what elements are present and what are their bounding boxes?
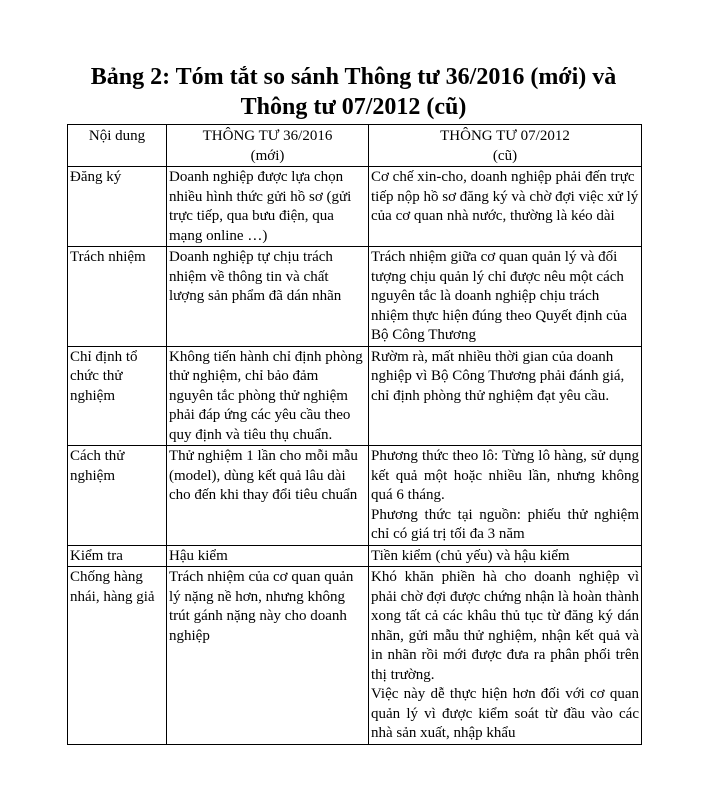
row-old-circular-cell	[369, 446, 642, 546]
table-row	[68, 167, 642, 247]
header-old-circular-name: THÔNG TƯ 07/2012	[440, 128, 570, 144]
header-old-circular-tag: (cũ)	[492, 147, 518, 164]
row-new-circular-cell: Thử nghiệm 1 lần cho mỗi mẫu (model), dùng kết quả lâu dài cho đến khi thay đổi tiêu chuẩn	[167, 446, 369, 546]
header-new-circular-name: THÔNG TƯ 36/2016	[202, 128, 333, 144]
table-row	[68, 346, 642, 446]
row-old-circular-cell	[369, 247, 642, 347]
row-new-circular-cell: Doanh nghiệp tự chịu trách nhiệm về thông tin và chất lượng sản phẩm đã dán nhãn	[167, 247, 369, 347]
row-old-circular-cell	[369, 346, 642, 446]
old-circular-paragraph: Khó khăn phiền hà cho doanh nghiệp vì phải chờ đợi được chứng nhận là hoàn thành xong tất cả các khâu thủ tục từ đăng ký dán nhãn, gửi mẫu thử nghiệm, nhận kết quả và in nhãn rồi mới được đưa ra phân phối trên thị trường.	[371, 569, 639, 683]
row-topic-cell: Chống hàng nhái, hàng giả	[68, 567, 167, 745]
table-row	[68, 567, 642, 745]
old-circular-paragraph: Phương thức theo lô: Từng lô hàng, sử dụng kết quả một hoặc nhiều lần, nhưng không quá 6 tháng.	[371, 448, 639, 503]
header-old-circular	[369, 125, 642, 167]
row-old-circular-cell	[369, 545, 642, 567]
table-body	[68, 167, 642, 745]
row-topic-cell: Kiểm tra	[68, 545, 167, 567]
row-new-circular-cell: Hậu kiểm	[167, 545, 369, 567]
old-circular-paragraph: Trách nhiệm giữa cơ quan quản lý và đối tượng chịu quản lý chỉ được nêu một cách nguyên tắc là doanh nghiệp chịu trách nhiệm thực hiện đúng theo Quyết định của Bộ Công Thương	[371, 249, 627, 343]
header-new-circular-tag: (mới)	[250, 147, 285, 164]
table-title-line-1: Bảng 2: Tóm tắt so sánh Thông tư 36/2016 (mới) và	[90, 64, 617, 90]
table-row	[68, 247, 642, 347]
header-new-circular	[167, 125, 369, 167]
table-title	[40, 62, 667, 122]
row-old-circular-cell	[369, 567, 642, 745]
old-circular-paragraph: Cơ chế xin-cho, doanh nghiệp phải đến trực tiếp nộp hồ sơ đăng ký và chờ đợi việc xử lý của cơ quan nhà nước, thường là kéo dài	[371, 169, 639, 224]
old-circular-paragraph: Việc này dễ thực hiện hơn đối với cơ quan quản lý vì được kiểm soát từ đầu vào các nhà sản xuất, nhập khẩu	[371, 686, 639, 741]
row-topic-cell: Đăng ký	[68, 167, 167, 247]
header-topic: Nội dung	[68, 125, 167, 167]
row-topic-cell: Trách nhiệm	[68, 247, 167, 347]
row-new-circular-cell: Doanh nghiệp được lựa chọn nhiều hình thức gửi hồ sơ (gửi trực tiếp, qua bưu điện, qua mạng online …)	[167, 167, 369, 247]
table-row	[68, 446, 642, 546]
row-old-circular-cell	[369, 167, 642, 247]
old-circular-paragraph: Phương thức tại nguồn: phiếu thử nghiệm chỉ có giá trị tối đa 3 năm	[371, 506, 639, 542]
row-topic-cell: Cách thử nghiệm	[68, 446, 167, 546]
table-header-row	[68, 125, 642, 167]
table-title-line-2: Thông tư 07/2012 (cũ)	[240, 94, 467, 120]
old-circular-paragraph: Rườm rà, mất nhiều thời gian của doanh nghiệp vì Bộ Công Thương phải đánh giá, chỉ định phòng thử nghiệm đạt yêu cầu.	[371, 348, 625, 404]
row-topic-cell: Chỉ định tổ chức thử nghiệm	[68, 346, 167, 446]
comparison-table	[67, 124, 642, 745]
row-new-circular-cell: Không tiến hành chỉ định phòng thử nghiệm, chỉ bảo đảm nguyên tắc phòng thử nghiệm phải đáp ứng các yêu cầu theo quy định và tiêu thụ chuẩn.	[167, 346, 369, 446]
row-new-circular-cell: Trách nhiệm của cơ quan quản lý nặng nề hơn, nhưng không trút gánh nặng này cho doanh nghiệp	[167, 567, 369, 745]
table-row	[68, 545, 642, 567]
old-circular-paragraph: Tiền kiểm (chủ yếu) và hậu kiểm	[371, 547, 570, 564]
